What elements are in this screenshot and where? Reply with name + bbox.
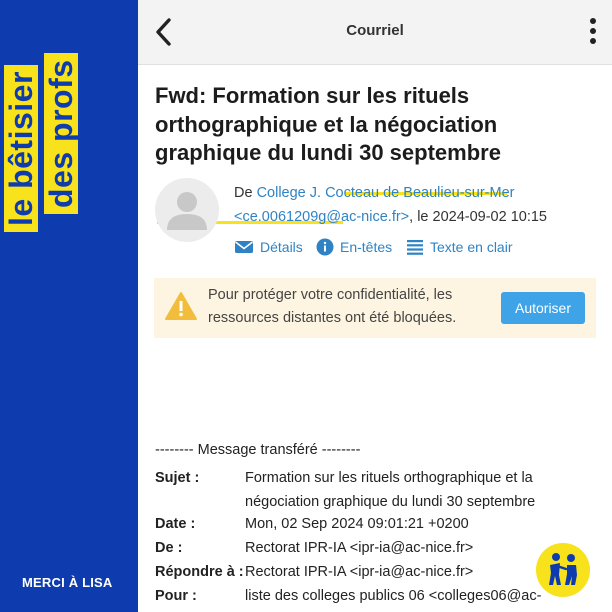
notice-text bbox=[208, 284, 498, 330]
authorize-button[interactable]: Autoriser bbox=[501, 292, 585, 324]
sender-email-link[interactable]: <ce.0061209g@ac-nice.fr> bbox=[234, 208, 410, 225]
from-prefix: De bbox=[234, 185, 257, 201]
brand-sidebar bbox=[0, 0, 138, 612]
brand-title-line2: des profs bbox=[44, 53, 78, 214]
details-label: Détails bbox=[260, 239, 303, 255]
subject-line-2: orthographique et la négociation bbox=[155, 111, 498, 137]
warning-icon bbox=[164, 291, 198, 321]
app-bar bbox=[138, 0, 612, 65]
app-bar-title: Courriel bbox=[346, 22, 404, 39]
subject-line-3: graphique du lundi 30 septembre bbox=[155, 140, 501, 165]
plain-text-label: Texte en clair bbox=[430, 239, 513, 255]
header-label: De : bbox=[155, 540, 183, 556]
header-value: Mon, 02 Sep 2024 09:01:21 +0200 bbox=[245, 516, 469, 532]
header-value: Rectorat IPR-IA <ipr-ia@ac-nice.fr> bbox=[245, 540, 474, 556]
brand-title-line1: le bêtisier bbox=[4, 65, 38, 232]
header-label: Pour : bbox=[155, 588, 197, 604]
headers-action[interactable] bbox=[316, 236, 392, 258]
plain-text-action[interactable] bbox=[406, 236, 512, 258]
header-value: liste des colleges publics 06 <colleges06@ac- bbox=[245, 588, 542, 604]
kebab-menu-icon[interactable] bbox=[588, 16, 598, 48]
mail-app-screen bbox=[138, 0, 612, 612]
header-value: Formation sur les rituels orthographique et la négociation graphique du lundi 30 septembre bbox=[245, 470, 536, 510]
sender-name-link[interactable]: College J. Cocteau de Beaulieu-sur-Mer bbox=[256, 185, 515, 201]
details-action[interactable] bbox=[234, 236, 303, 258]
info-icon bbox=[316, 238, 334, 256]
text-lines-icon bbox=[406, 239, 424, 255]
headers-label: En-têtes bbox=[340, 239, 393, 255]
header-value: Rectorat IPR-IA <ipr-ia@ac-nice.fr> bbox=[245, 564, 474, 580]
sender-info bbox=[234, 182, 604, 229]
remote-content-notice bbox=[154, 278, 596, 338]
brand-logo-icon bbox=[536, 543, 590, 597]
message-subject bbox=[155, 82, 595, 168]
brand-title bbox=[0, 0, 85, 240]
header-label: Sujet : bbox=[155, 470, 200, 486]
message-actions bbox=[234, 236, 604, 258]
message-date: 2024-09-02 10:15 bbox=[432, 208, 548, 225]
credit-text: MERCI À LISA bbox=[22, 575, 113, 590]
forwarded-separator: -------- Message transféré -------- bbox=[155, 442, 361, 458]
header-label: Répondre à : bbox=[155, 564, 244, 580]
subject-line-1: Fwd: Formation sur les rituels bbox=[155, 83, 470, 108]
notice-line-1: Pour protéger votre confidentialité, les bbox=[208, 287, 453, 303]
date-separator: , le bbox=[409, 208, 433, 225]
header-label: Date : bbox=[155, 516, 196, 532]
sender-avatar bbox=[155, 178, 219, 242]
envelope-icon bbox=[234, 239, 254, 255]
notice-line-2: ressources distantes ont été bloquées. bbox=[208, 310, 457, 326]
